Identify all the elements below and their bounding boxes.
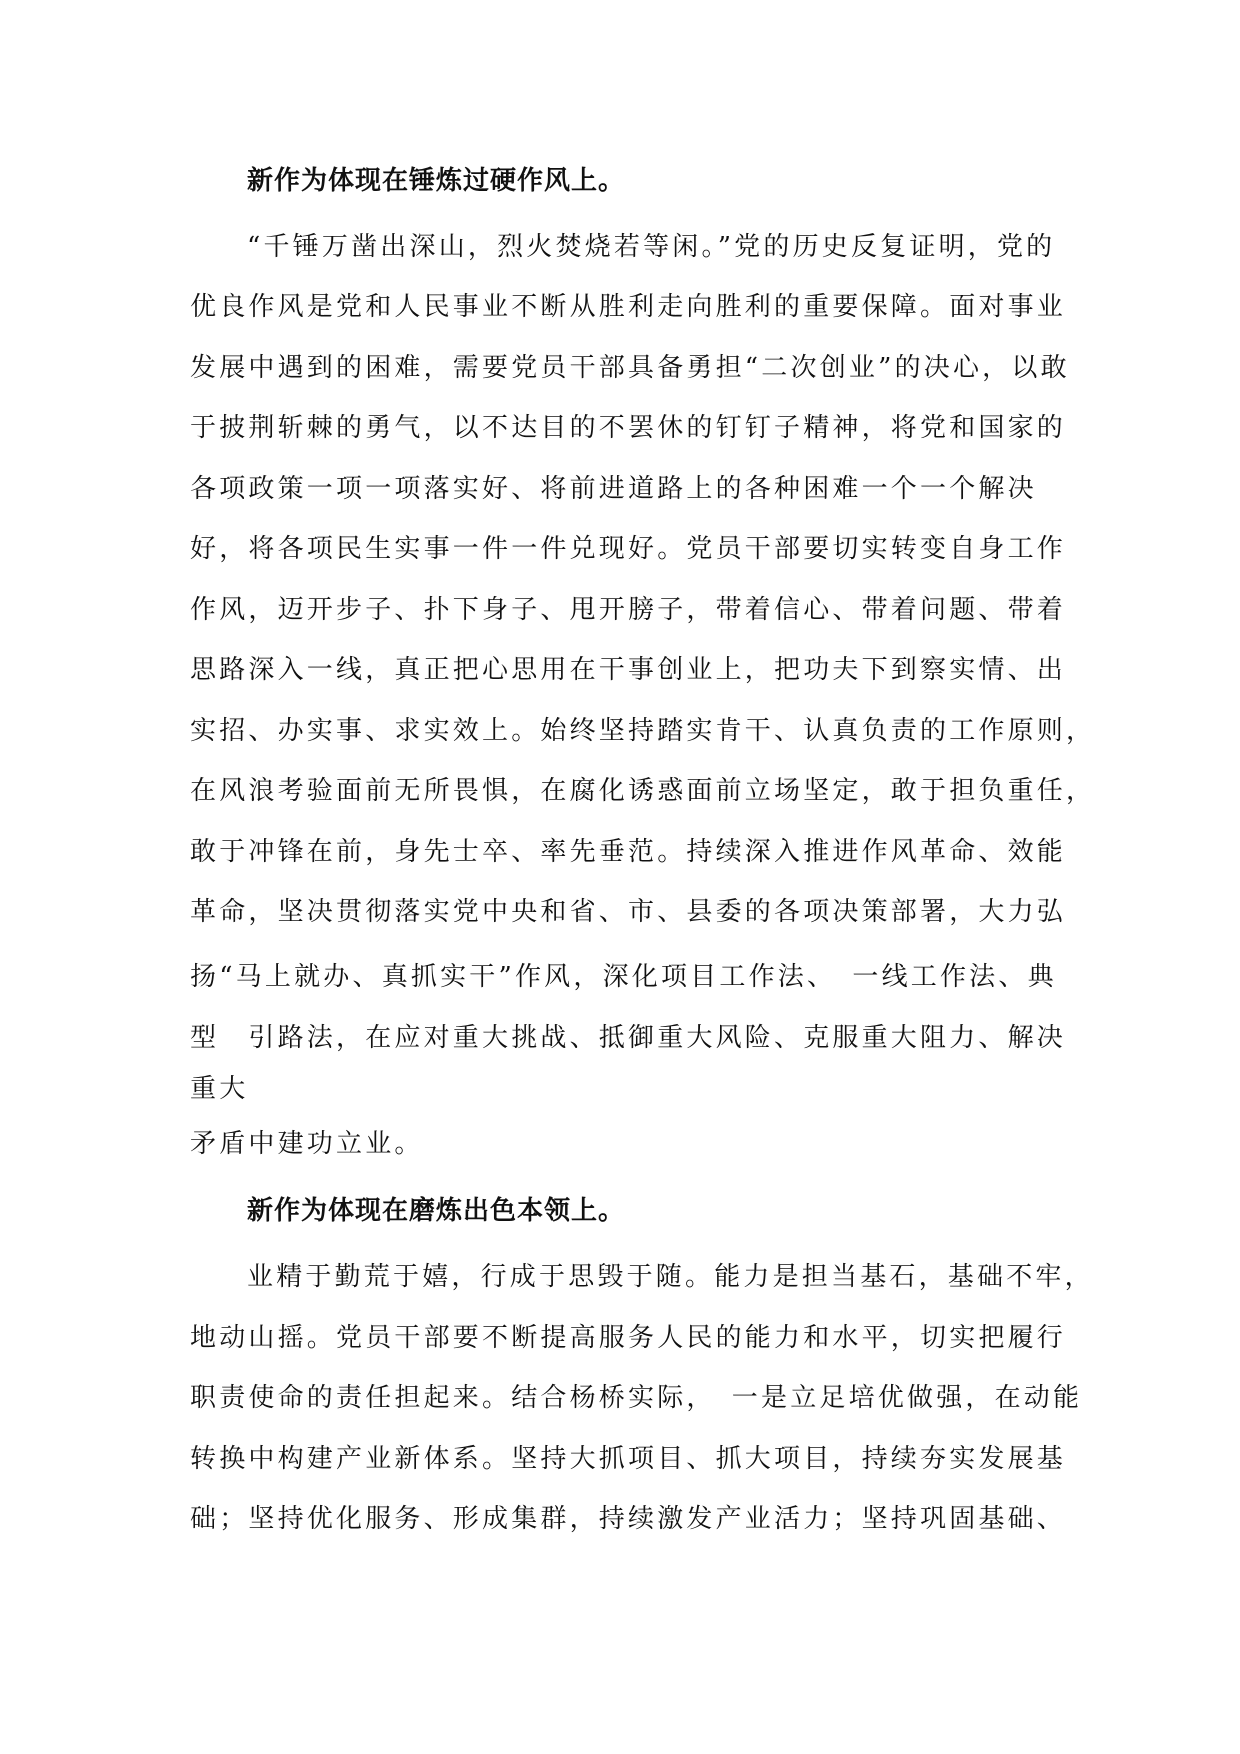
paragraph-line: 优良作风是党和人民事业不断从胜利走向胜利的重要保障。面对事业 [190, 292, 1067, 322]
paragraph-line: 在风浪考验面前无所畏惧，在腐化诱惑面前立场坚定，敢于担负重任， [190, 776, 1096, 806]
paragraph-line: “千锤万凿出深山，烈火焚烧若等闲。”党的历史反复证明，党的 [247, 232, 1056, 262]
paragraph-line: 地动山摇。党员干部要不断提高服务人民的能力和水平，切实把履行 [190, 1323, 1067, 1353]
paragraph-line: 础；坚持优化服务、形成集群，持续激发产业活力；坚持巩固基础、 [190, 1504, 1067, 1534]
paragraph-line: 转换中构建产业新体系。坚持大抓项目、抓大项目，持续夯实发展基 [190, 1444, 1067, 1474]
paragraph-line: 各项政策一项一项落实好、将前进道路上的各种困难一个一个解决 [190, 474, 1037, 504]
paragraph-line: 发展中遇到的困难，需要党员干部具备勇担“二次创业”的决心，以敢 [190, 353, 1070, 383]
paragraph-line: 于披荆斩棘的勇气，以不达目的不罢休的钉钉子精神，将党和国家的 [190, 413, 1067, 443]
paragraph-line: 业精于勤荒于嬉，行成于思毁于随。能力是担当基石，基础不牢， [247, 1262, 1094, 1292]
paragraph-line: 敢于冲锋在前，身先士卒、率先垂范。持续深入推进作风革命、效能 [190, 837, 1067, 867]
section-heading-skills: 新作为体现在磨炼出色本领上。 [247, 1196, 626, 1226]
section-heading-work-style: 新作为体现在锤炼过硬作风上。 [247, 166, 626, 196]
paragraph-line: 型 引路法，在应对重大挑战、抵御重大风险、克服重大阻力、解决 [190, 1023, 1067, 1053]
paragraph-line: 思路深入一线，真正把心思用在干事创业上，把功夫下到察实情、出 [190, 655, 1067, 685]
paragraph-line: 矛盾中建功立业。 [190, 1129, 424, 1159]
paragraph-line: 好，将各项民生实事一件一件兑现好。党员干部要切实转变自身工作 [190, 534, 1067, 564]
paragraph-line: 实招、办实事、求实效上。始终坚持踏实肯干、认真负责的工作原则， [190, 716, 1096, 746]
paragraph-line: 重大 [190, 1074, 249, 1104]
paragraph-line: 革命，坚决贯彻落实党中央和省、市、县委的各项决策部署，大力弘 [190, 897, 1067, 927]
paragraph-line: 扬“马上就办、真抓实干”作风，深化项目工作法、 一线工作法、典 [190, 962, 1057, 992]
paragraph-line: 职责使命的责任担起来。结合杨桥实际， 一是立足培优做强，在动能 [190, 1383, 1083, 1413]
paragraph-line: 作风，迈开步子、扑下身子、甩开膀子，带着信心、带着问题、带着 [190, 595, 1067, 625]
